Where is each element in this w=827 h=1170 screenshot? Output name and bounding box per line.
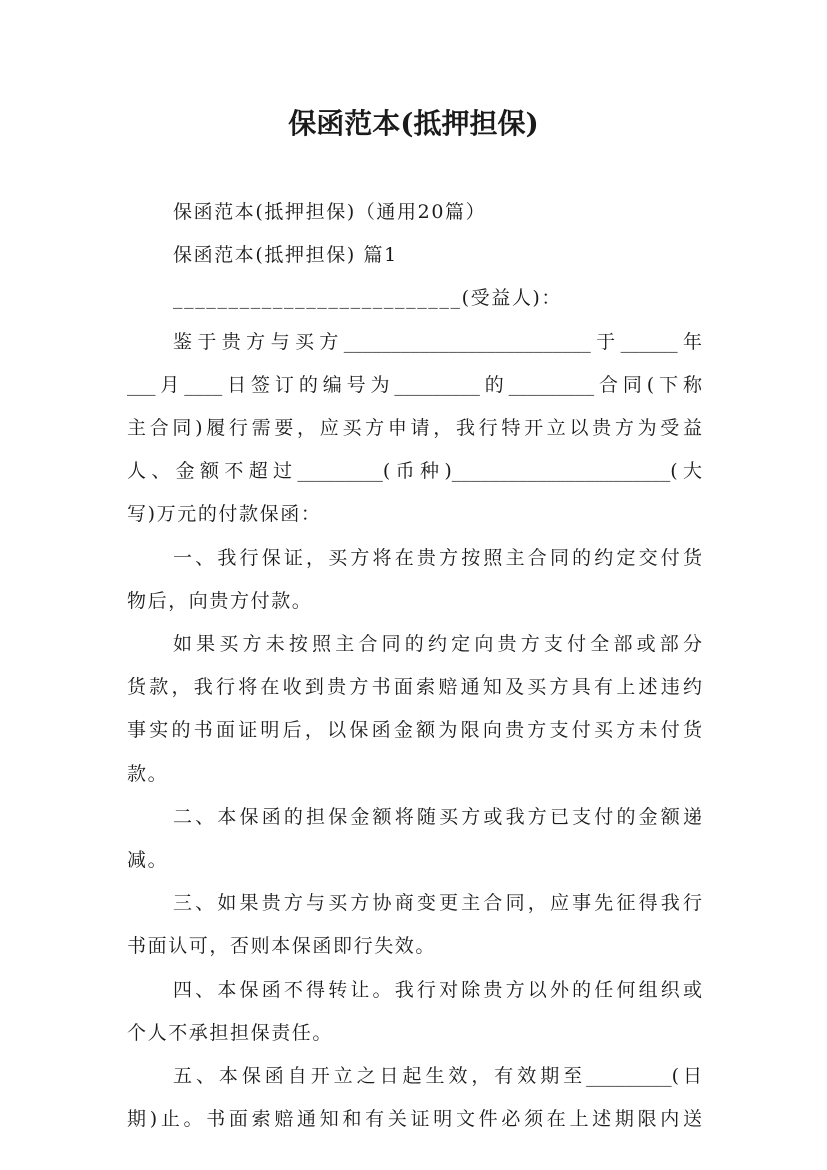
text-segment: 鉴于贵方与买方 bbox=[173, 330, 344, 353]
text-segment: 一、我行保证，买方将在贵方按照主合同的约定交付货 bbox=[173, 546, 702, 569]
text-line bbox=[173, 803, 702, 831]
text-segment: 保函范本(抵押担保)（通用20篇） bbox=[173, 201, 487, 223]
text-segment: 主合同)履行需要，应买方申请，我行特开立以贵方为受益 bbox=[127, 417, 702, 439]
text-segment: 个人不承担担保责任。 bbox=[127, 1021, 334, 1044]
text-segment: 四、本保函不得转让。我行对除贵方以外的任何组织或 bbox=[173, 978, 702, 1001]
fill-in-blank: __________________________ bbox=[343, 330, 591, 353]
text-line bbox=[127, 500, 702, 528]
fill-in-blank: _________ bbox=[394, 373, 480, 396]
fill-in-blank: _________ bbox=[297, 460, 383, 483]
text-segment: 货款，我行将在收到贵方书面索赔通知及买方具有上述违约 bbox=[127, 676, 702, 699]
text-segment: 事实的书面证明后，以保函金额为限向贵方支付买方未付货 bbox=[127, 719, 702, 742]
fill-in-blank: _______________________ bbox=[451, 460, 671, 483]
text-line bbox=[173, 630, 702, 658]
text-segment: 二、本保函的担保金额将随买方或我方已支付的金额递 bbox=[173, 805, 702, 828]
text-segment: 月 bbox=[155, 373, 185, 396]
text-segment: 合同(下称 bbox=[594, 373, 702, 396]
text-line bbox=[173, 889, 702, 917]
text-segment: 的 bbox=[479, 373, 509, 396]
text-line bbox=[173, 544, 702, 572]
text-segment: (日 bbox=[671, 1065, 702, 1087]
text-line bbox=[173, 976, 702, 1004]
text-segment: 日签订的编号为 bbox=[222, 373, 395, 396]
text-segment: 书面认可，否则本保函即行失效。 bbox=[127, 935, 437, 958]
text-line bbox=[173, 241, 702, 269]
text-line bbox=[127, 760, 702, 788]
text-line bbox=[173, 198, 702, 226]
text-line bbox=[127, 673, 702, 701]
text-segment: 期)止。书面索赔通知和有关证明文件必须在上述期限内送 bbox=[127, 1108, 702, 1131]
text-line bbox=[127, 846, 702, 874]
text-line bbox=[173, 328, 702, 356]
fill-in-blank: _________ bbox=[586, 1065, 672, 1087]
text-line bbox=[127, 1105, 702, 1133]
text-line bbox=[173, 1062, 702, 1090]
text-segment: (币种) bbox=[382, 460, 452, 483]
text-segment: 五、本保函自开立之日起生效，有效期至 bbox=[173, 1065, 587, 1087]
text-segment: (大 bbox=[670, 460, 702, 483]
text-line bbox=[127, 932, 702, 960]
text-line bbox=[127, 371, 702, 399]
text-line bbox=[127, 414, 702, 442]
text-segment: 款。 bbox=[127, 762, 169, 785]
fill-in-blank: ____ bbox=[184, 373, 223, 396]
text-line bbox=[127, 716, 702, 744]
text-line bbox=[127, 457, 702, 485]
document-title: 保函范本(抵押担保) bbox=[288, 107, 539, 140]
fill-in-blank: ___ bbox=[127, 373, 156, 396]
text-segment: 物后，向贵方付款。 bbox=[127, 589, 313, 612]
fill-in-blank: _________ bbox=[508, 373, 595, 396]
text-segment: 减。 bbox=[127, 849, 169, 871]
text-segment: 于 bbox=[590, 330, 621, 353]
text-segment: 保函范本(抵押担保) 篇1 bbox=[173, 244, 398, 267]
fill-in-blank: ______ bbox=[620, 330, 678, 353]
text-segment: 如果买方未按照主合同的约定向贵方支付全部或部分 bbox=[173, 633, 702, 655]
text-segment: 写)万元的付款保函： bbox=[127, 503, 322, 526]
fill-in-blank: __________________________ bbox=[173, 287, 462, 310]
text-segment: 人、金额不超过 bbox=[127, 460, 298, 483]
text-line bbox=[127, 587, 702, 615]
text-segment: 三、如果贵方与买方协商变更主合同，应事先征得我行 bbox=[173, 892, 702, 915]
text-segment: (受益人)： bbox=[461, 287, 563, 310]
text-segment: 年 bbox=[677, 330, 702, 353]
text-line bbox=[173, 284, 702, 312]
text-line bbox=[127, 1019, 702, 1047]
